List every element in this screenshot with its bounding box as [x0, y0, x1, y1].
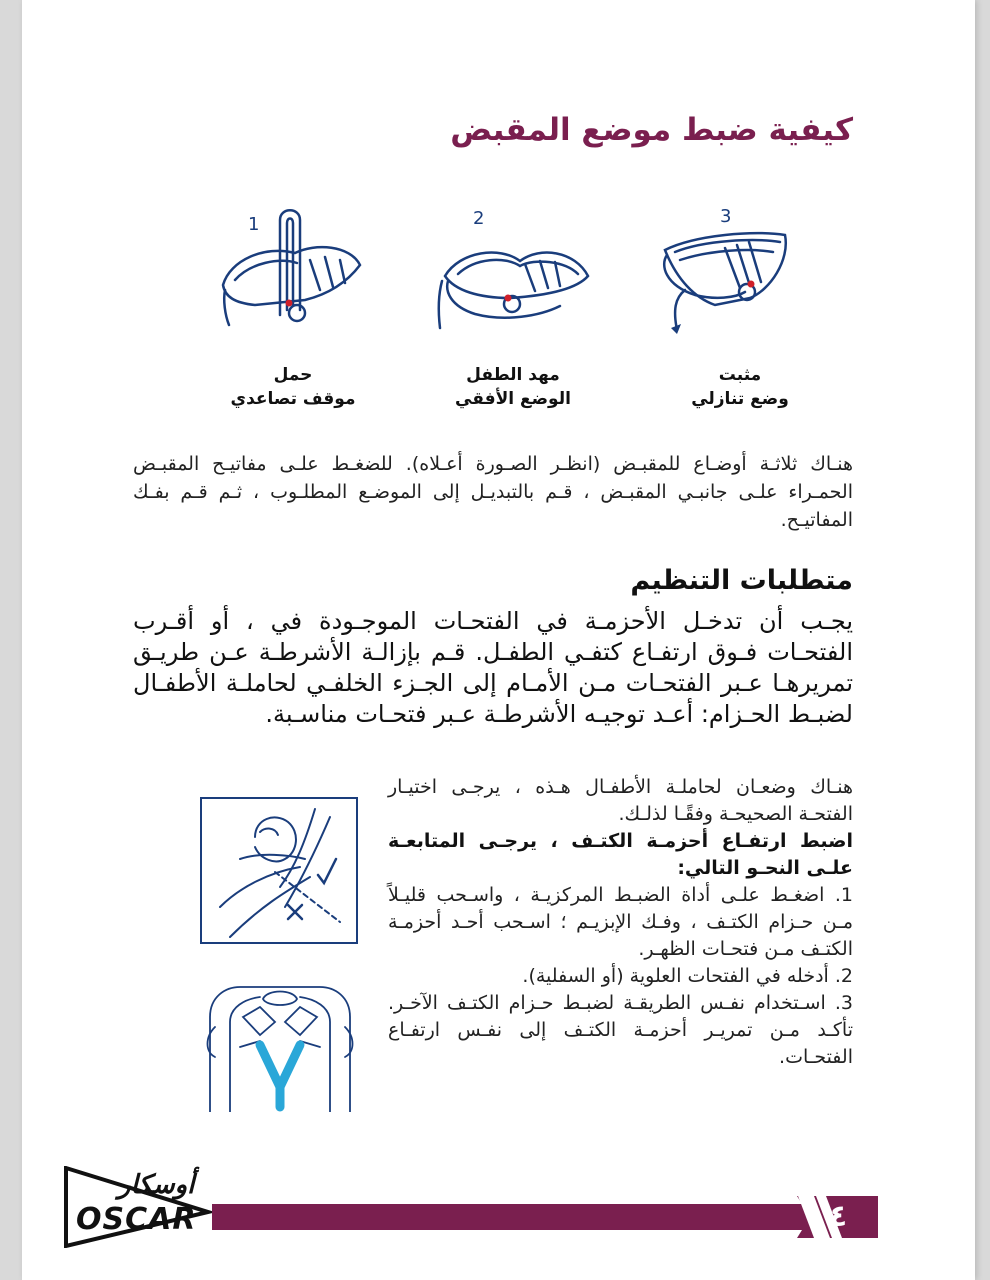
page-title: كيفية ضبط موضع المقبض: [450, 112, 853, 148]
instructions-step-1: 1. اضغـط علـى أداة الضبـط المركزيـة ، واسـحب قليـلاً مـن حـزام الكتـف ، وفـك الإبزيـم ؛ اسـحب أحـد أحزمـة الكتـف مـن فتحـات الظهـر.: [388, 884, 853, 960]
position-1-caption: [208, 363, 378, 411]
harness-straps-diagram: [205, 977, 355, 1112]
position-2-name: مهد الطفل: [466, 365, 560, 385]
section-heading: متطلبات التنظيم: [630, 565, 853, 596]
section-paragraph: يجـب أن تدخـل الأحزمـة في الفتحـات الموجـودة في ، أو أقـرب الفتحـات فـوق ارتفـاع كتفـي الطفـل. قـم بإزالـة الأشرطـة عـن طريـق تمريرهـا عـبر الفتحـات مـن الأمـام إلى الجـزء الخلفـي لحاملـة الأطفـال لضبـط الحـزام: أعـد توجيـه الأشرطـة عـبر فتحـات مناسـبة.: [133, 607, 853, 728]
logo-english-text: OSCAR: [76, 1202, 197, 1237]
position-1-description: موقف تصاعدي: [230, 389, 356, 409]
position-2-number: 2: [473, 208, 485, 229]
position-3-name: مثبت: [718, 365, 762, 385]
instructions-intro: هنـاك وضعـان لحاملـة الأطفـال هـذه ، يرجـى اختيـار الفتحـة الصحيحـة وفقًـا لذلـك.: [388, 776, 853, 825]
position-2-caption: [428, 363, 598, 411]
position-3-description: وضع تنازلي: [691, 389, 789, 409]
position-1-number: 1: [248, 214, 260, 235]
footer-band: [212, 1196, 878, 1238]
instructions-heading: اضبط ارتفـاع أحزمـة الكتـف ، يرجـى المتابعـة علـى النحـو التالي:: [388, 830, 853, 879]
page-number: ٤: [828, 1199, 848, 1234]
position-3-caption: [655, 363, 825, 411]
position-1-name: حمل: [273, 365, 313, 385]
position-2-description: الوضع الأفقي: [455, 389, 571, 409]
carrier-position-1-illustration: [215, 205, 365, 335]
intro-paragraph: هنـاك ثلاثـة أوضـاع للمقبـض (انظـر الصـورة أعـلاه). للضغـط علـى مفاتيـح المقبـض الحمـراء علـى جانبـي المقبـض ، قـم بالتبديـل إلى الموضـع المطلـوب ، ثـم قـم بفـك المفاتيـح.: [133, 453, 853, 531]
harness-instructions: [388, 774, 853, 1071]
logo-arabic-text: أوسكار: [118, 1170, 195, 1200]
carrier-position-3-illustration: [655, 220, 805, 340]
shoulder-height-diagram: [200, 797, 358, 944]
carrier-position-2-illustration: [430, 236, 595, 336]
position-3-number: 3: [720, 206, 732, 227]
instructions-step-2: 2. أدخله في الفتحات العلوية (أو السفلية).: [522, 965, 853, 987]
instructions-step-3: 3. اسـتخدام نفـس الطريقـة لضبـط حـزام الكتـف الآخـر. تأكـد مـن تمريـر أحزمـة الكتـف إلى نفـس ارتفـاع الفتحـات.: [388, 992, 853, 1068]
